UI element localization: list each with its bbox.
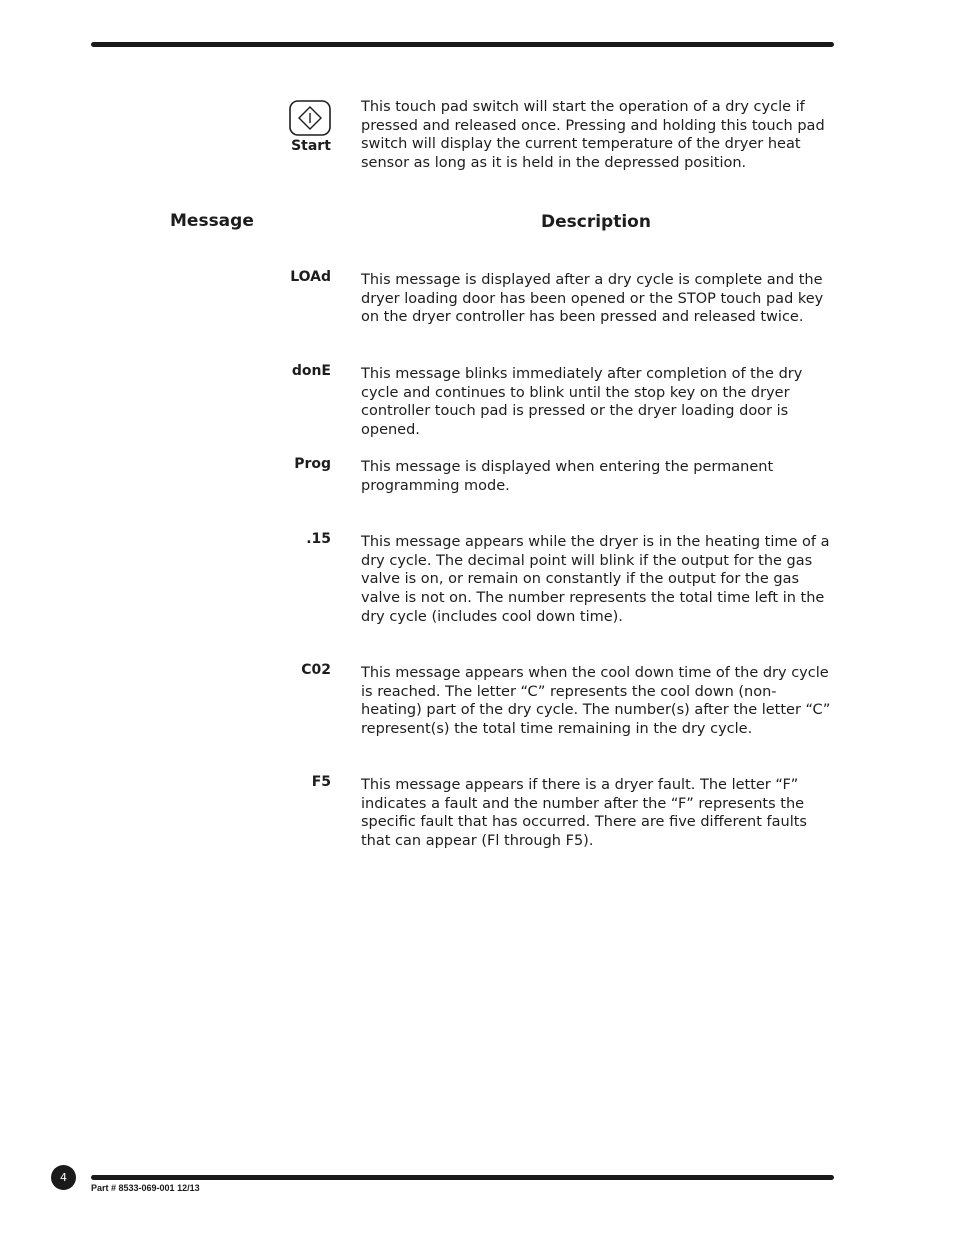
start-description: This touch pad switch will start the operation of a dry cycle if pressed and released once. Pressing and holding this touch pad switch will display the current temperature of the dryer heat sensor as long as it is held in the depressed position.	[361, 99, 825, 172]
message-description-15: This message appears while the dryer is in the heating time of a dry cycle. The decimal point will blink if the output for the gas valve is on, or remain on constantly if the output for the gas valve is not on. The number represents the total time left in the dry cycle (includes cool down time).	[361, 534, 830, 625]
message-description-c02: This message appears when the cool down time of the dry cycle is reached. The letter “C” represents the cool down (non-heating) part of the dry cycle. The number(s) after the letter “C” represent(s) the total time remaining in the dry cycle.	[361, 665, 831, 738]
message-code-done: donE	[291, 363, 331, 379]
bottom-rule	[91, 1175, 834, 1180]
message-description-prog: This message is displayed when entering the permanent programming mode.	[361, 459, 774, 494]
description-column-header: Description	[541, 212, 651, 232]
start-touchpad-icon	[289, 100, 331, 136]
message-code-15: .15	[306, 531, 331, 547]
message-description-done: This message blinks immediately after completion of the dry cycle and continues to blink until the stop key on the dryer controller touch pad is pressed or the dryer loading door is opened.	[361, 366, 803, 439]
top-rule	[91, 42, 834, 47]
message-code-c02: C02	[301, 662, 331, 678]
page-number: 4	[51, 1165, 76, 1190]
message-code-load: LOAd	[290, 269, 331, 285]
part-number: Part # 8533-069-001 12/13	[91, 1183, 200, 1193]
message-column-header: Message	[170, 211, 254, 231]
message-description-f5: This message appears if there is a dryer fault. The letter “F” indicates a fault and the number after the “F” represents the specific fault that has occurred. There are five different faults that can appear (Fl through F5).	[361, 777, 807, 850]
start-label: Start	[291, 138, 331, 154]
message-description-load: This message is displayed after a dry cycle is complete and the dryer loading door has been opened or the STOP touch pad key on the dryer controller has been pressed and released twice.	[361, 272, 824, 326]
message-code-f5: F5	[311, 774, 331, 790]
message-code-prog: Prog	[294, 456, 331, 472]
